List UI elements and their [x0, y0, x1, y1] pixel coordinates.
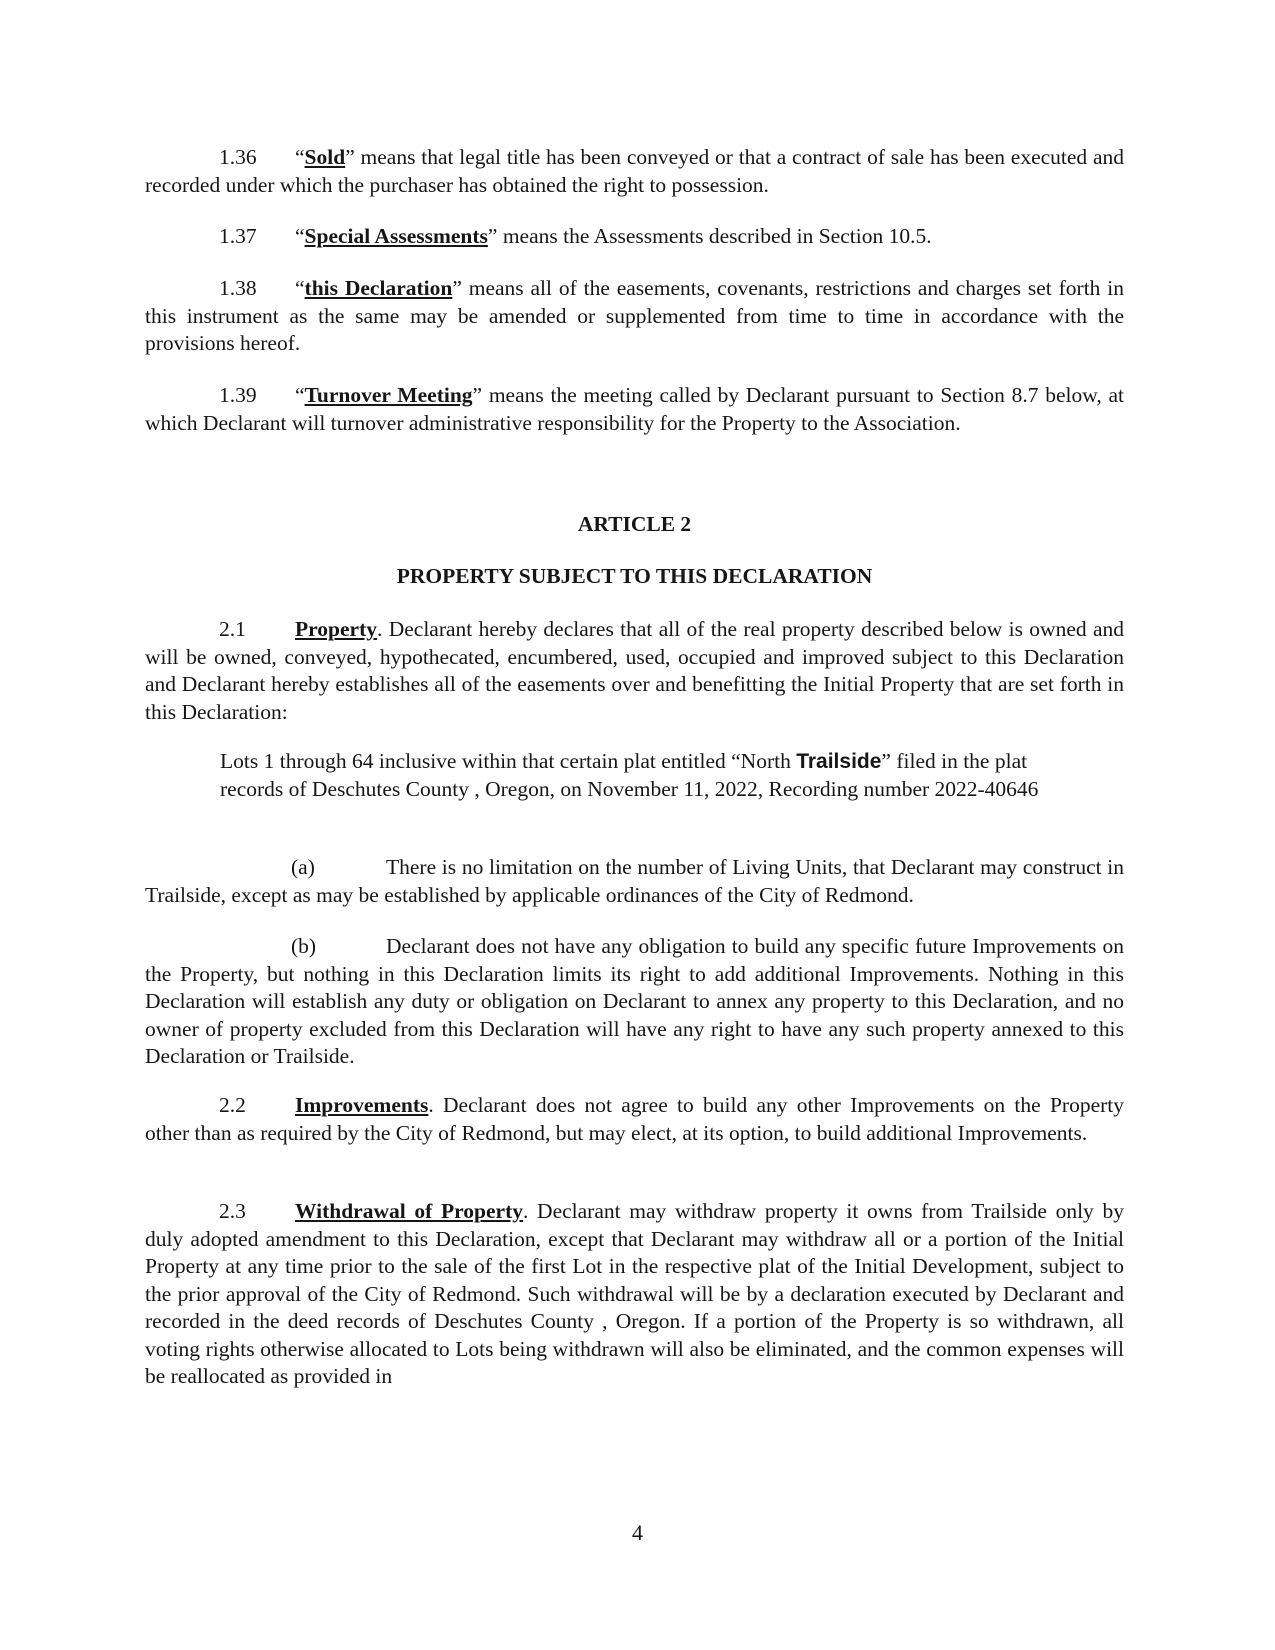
definition-text: means that legal title has been conveyed or that a contract of sale has been executed and recorded under which the purchaser has obtained the right to possession. [145, 145, 1124, 197]
definition-1-36: 1.36 “Sold” means that legal title has been conveyed or that a contract of sale has been executed and recorded under which the purchaser has obtained the right to possession. [145, 145, 1124, 197]
section-number: 1.39 [219, 383, 257, 407]
page-number: 4 [632, 1520, 643, 1545]
section-text: Declarant does not agree to build any other Improvements on the Property other than as required by the City of Redmond, but may elect, at its option, to build additional Improvements. [145, 1093, 1124, 1145]
section-2-1: 2.1 Property. Declarant hereby declares that all of the real property described below is owned and will be owned, conveyed, hypothecated, encumbered, used, occupied and improved subject to this Declaration and Declarant hereby establishes all of the easements over and benefitting the Initial Property that are set forth in this Declaration: [145, 617, 1124, 724]
definition-text: means the Assessments described in Section 10.5. [497, 224, 932, 248]
defined-term: this Declaration [304, 276, 453, 300]
definition-text: means all of the easements, covenants, restrictions and charges set forth in this instrument as the same may be amended or supplemented from time to time in accordance with the provisions hereof. [145, 276, 1124, 355]
section-number: 1.37 [219, 224, 257, 248]
definition-1-39: 1.39 “Turnover Meeting” means the meeting called by Declarant pursuant to Section 8.7 below, at which Declarant will turnover administrative responsibility for the Property to the Association. [145, 383, 1124, 435]
subsection-text: Declarant does not have any obligation to build any specific future Improvements on the Property, but nothing in this Declaration limits its right to add additional Improvements. Nothing in this Declaration will establish any duty or obligation on Declarant to annex any property to this Declaration, and no owner of property excluded from this Declaration will have any right to have any such property annexed to this Declaration or Trailside. [145, 934, 1124, 1068]
section-heading: Property [295, 617, 377, 641]
definition-1-38: 1.38 “this Declaration” means all of the easements, covenants, restrictions and charges set forth in this instrument as the same may be amended or supplemented from time to time in accordance with the provisions hereof. [145, 276, 1124, 355]
definition-text: means the meeting called by Declarant pursuant to Section 8.7 below, at which Declarant will turnover administrative responsibility for the Property to the Association. [145, 383, 1124, 435]
section-2-1-b [145, 933, 1124, 1071]
defined-term: Special Assessments [304, 224, 488, 248]
section-text: Declarant hereby declares that all of the real property described below is owned and will be owned, conveyed, hypothecated, encumbered, used, occupied and improved subject to this Declaration and Declarant hereby establishes all of the easements over and benefitting the Initial Property that are set forth in this Declaration: [145, 617, 1124, 724]
legal-description: Lots 1 through 64 inclusive within that certain plat entitled “North Trailside” filed in the plat records of Deschutes County , Oregon, on November 11, 2022, Recording number 2022-40646 [220, 749, 1039, 801]
section-number: 1.36 [219, 145, 257, 169]
section-number: 2.1 [219, 617, 246, 641]
section-2-1-a [145, 854, 1124, 909]
subsection-text: There is no limitation on the number of Living Units, that Declarant may construct in Trailside, except as may be established by applicable ordinances of the City of Redmond. [145, 855, 1124, 907]
section-2-2: 2.2 Improvements. Declarant does not agree to build any other Improvements on the Property other than as required by the City of Redmond, but may elect, at its option, to build additional Improvements. [145, 1093, 1124, 1145]
section-text: Declarant may withdraw property it owns from Trailside only by duly adopted amendment to this Declaration, except that Declarant may withdraw all or a portion of the Initial Property at any time prior to the sale of the first Lot in the respective plat of the Initial Development, subject to the prior approval of the City of Redmond. Such withdrawal will be by a declaration executed by Declarant and recorded in the deed records of Deschutes County , Oregon. If a portion of the Property is so withdrawn, all voting rights otherwise allocated to Lots being withdrawn will also be eliminated, and the common expenses will be reallocated as provided in [145, 1199, 1124, 1388]
defined-term: Sold [304, 145, 346, 169]
subsection-number: (b) [291, 934, 317, 958]
section-number: 1.38 [219, 276, 257, 300]
subsection-number: (a) [291, 855, 315, 879]
defined-term: Turnover Meeting [304, 383, 473, 407]
definition-1-37: 1.37 “Special Assessments” means the Assessments described in Section 10.5. [145, 223, 1124, 251]
article-label: ARTICLE 2 [577, 512, 692, 536]
article-title: PROPERTY SUBJECT TO THIS DECLARATION [396, 564, 873, 588]
section-number: 2.2 [219, 1093, 246, 1117]
section-number: 2.3 [219, 1199, 246, 1223]
section-2-3: 2.3 Withdrawal of Property. Declarant may withdraw property it owns from Trailside only by duly adopted amendment to this Declaration, except that Declarant may withdraw all or a portion of the Initial Property at any time prior to the sale of the first Lot in the respective plat of the Initial Development, subject to the prior approval of the City of Redmond. Such withdrawal will be by a declaration executed by Declarant and recorded in the deed records of Deschutes County , Oregon. If a portion of the Property is so withdrawn, all voting rights otherwise allocated to Lots being withdrawn will also be eliminated, and the common expenses will be reallocated as provided in [145, 1199, 1124, 1388]
plat-name: Trailside [796, 750, 882, 773]
section-heading: Improvements [295, 1093, 429, 1117]
section-heading: Withdrawal of Property [295, 1199, 523, 1223]
